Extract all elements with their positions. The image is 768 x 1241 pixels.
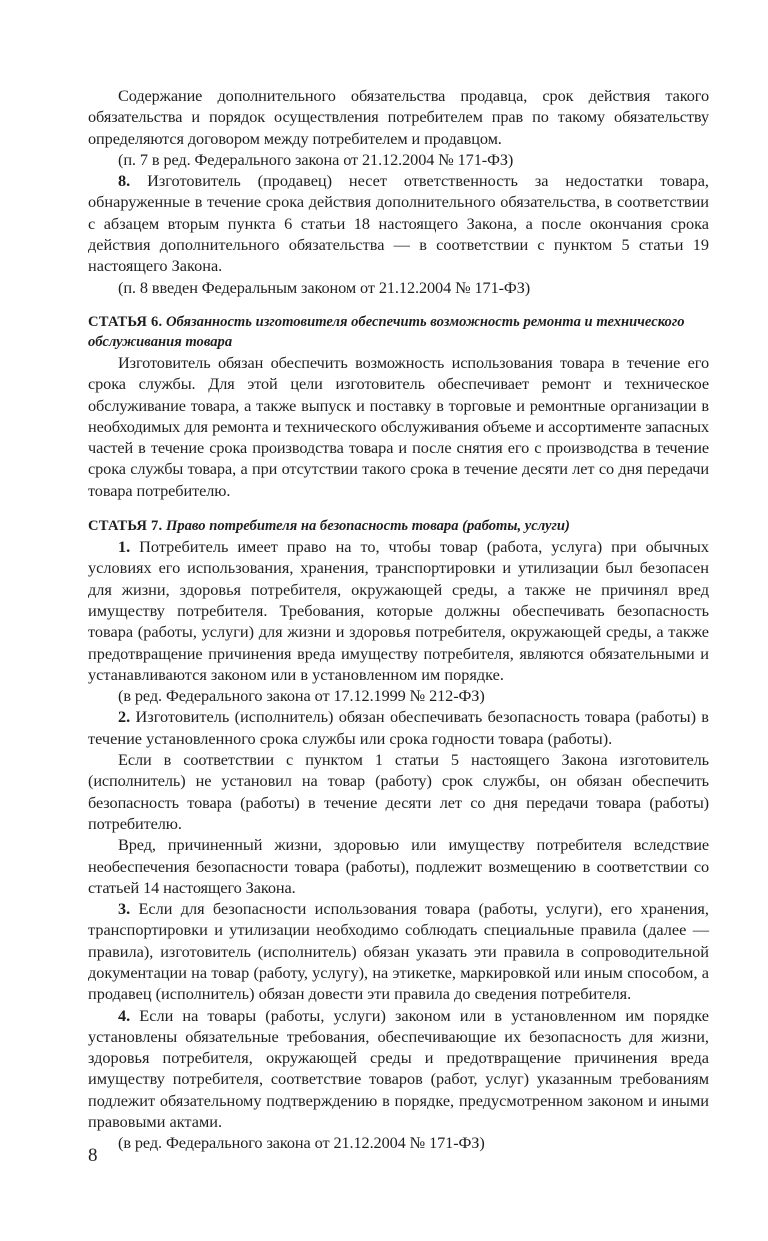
paragraph-text: (в ред. Федерального закона от 17.12.1999 № 212-ФЗ) (118, 686, 485, 706)
paragraph-number: 2. (118, 707, 131, 727)
paragraph-text: Если на товары (работы, услуги) законом или в установленном им порядке установлены обязательные требования, обеспечивающие их безопасность для жизни, здоровья потребителя, окружающей среды и предотвращение причинения вреда имуществу потребителя, соответствие товаров (работ, услуг) указанным требованиям подлежит обязательному подтверждению в порядке, предусмотренном законом и иными правовыми актами. (88, 1005, 709, 1132)
paragraph-text: Изготовитель (продавец) несет ответственность за недостатки товара, обнаруженные в течение срока действия дополнительного обязательства, в соответствии с абзацем вторым пункта 6 статьи 18 настоящего Закона, а после окончания срока действия дополнительного обязательства — в соответствии с пунктом 5 статьи 19 настоящего Закона. (88, 171, 709, 276)
paragraph (88, 1132, 709, 1153)
paragraph (88, 277, 709, 298)
article-6-title: Обязанность изготовителя обеспечить возможность ремонта и технического обслуживания товара (88, 313, 685, 350)
continued-article-text (88, 85, 709, 298)
article-7-body (88, 536, 709, 1154)
article-6-heading (88, 312, 709, 352)
paragraph-text: (в ред. Федерального закона от 21.12.2004 № 171-ФЗ) (118, 1133, 485, 1153)
article-7-label: СТАТЬЯ 7. (88, 518, 163, 535)
paragraph-text: Если в соответствии с пунктом 1 статьи 5 настоящего Закона изготовитель (исполнитель) не установил на товар (работу) срок службы, он обязан обеспечить безопасность товара (работы) в течение десяти лет со дня передачи товара (работы) потребителю. (88, 750, 709, 833)
paragraph-number: 1. (118, 537, 131, 557)
paragraph-text: Изготовитель обязан обеспечить возможность использования товара в течение его срока службы. Для этой цели изготовитель обеспечивает ремонт и техническое обслуживание товара, а также выпуск и поставку в торговые и ремонтные организации в необходимых для ремонта и технического обслуживания объеме и ассортименте запасных частей в течение срока производства товара и после снятия его с производства в течение срока службы товара, а при отсутствии такого срока в течение десяти лет со дня передачи товара потребителю. (88, 352, 709, 500)
paragraph (88, 749, 709, 834)
paragraph (88, 536, 709, 685)
paragraph (88, 85, 709, 149)
paragraph (88, 149, 709, 170)
paragraph (88, 834, 709, 898)
article-6-label: СТАТЬЯ 6. (88, 313, 163, 330)
paragraph-text: (п. 7 в ред. Федерального закона от 21.12.2004 № 171-ФЗ) (118, 149, 514, 169)
paragraph (88, 898, 709, 1004)
paragraph-text: (п. 8 введен Федеральным законом от 21.12.2004 № 171-ФЗ) (118, 277, 531, 297)
document-page (88, 85, 709, 1154)
article-7-heading (88, 516, 709, 536)
paragraph-text: Вред, причиненный жизни, здоровью или имуществу потребителя вследствие необеспечения безопасности товара (работы), подлежит возмещению в соответствии со статьей 14 настоящего Закона. (88, 835, 709, 897)
paragraph-text: Потребитель имеет право на то, чтобы товар (работа, услуга) при обычных условиях его использования, хранения, транспортировки и утилизации был безопасен для жизни, здоровья потребителя, окружающей среды, а также не причинял вред имуществу потребителя. Требования, которые должны обеспечивать безопасность товара (работы, услуги) для жизни и здоровья потребителя, окружающей среды, а также предотвращение причинения вреда имуществу потребителя, являются обязательными и устанавливаются законом или в установленном им порядке. (88, 537, 709, 684)
paragraph-text: Если для безопасности использования товара (работы, услуги), его хранения, транспортировки и утилизации необходимо соблюдать специальные правила (далее — правила), изготовитель (исполнитель) обязан указать эти правила в сопроводительной документации на товар (работу, услугу), на этикетке, маркировкой или иным способом, а продавец (исполнитель) обязан довести эти правила до сведения потребителя. (88, 899, 709, 1004)
page-number: 8 (88, 1145, 98, 1166)
paragraph (88, 170, 709, 276)
paragraph-number: 3. (118, 899, 131, 919)
paragraph-text: Изготовитель (исполнитель) обязан обеспечивать безопасность товара (работы) в течение установленного срока службы или срока годности товара (работы). (88, 707, 709, 748)
paragraph (88, 685, 709, 706)
paragraph (88, 706, 709, 749)
paragraph (88, 352, 709, 501)
article-6-body (88, 352, 709, 501)
paragraph-text: Содержание дополнительного обязательства продавца, срок действия такого обязательства и порядок осуществления потребителем прав по такому обязательству определяются договором между потребителем и продавцом. (88, 86, 709, 148)
paragraph-number: 4. (118, 1005, 131, 1025)
paragraph-number: 8. (118, 171, 131, 191)
article-7-title: Право потребителя на безопасность товара (работы, услуги) (162, 518, 570, 535)
paragraph (88, 1005, 709, 1133)
